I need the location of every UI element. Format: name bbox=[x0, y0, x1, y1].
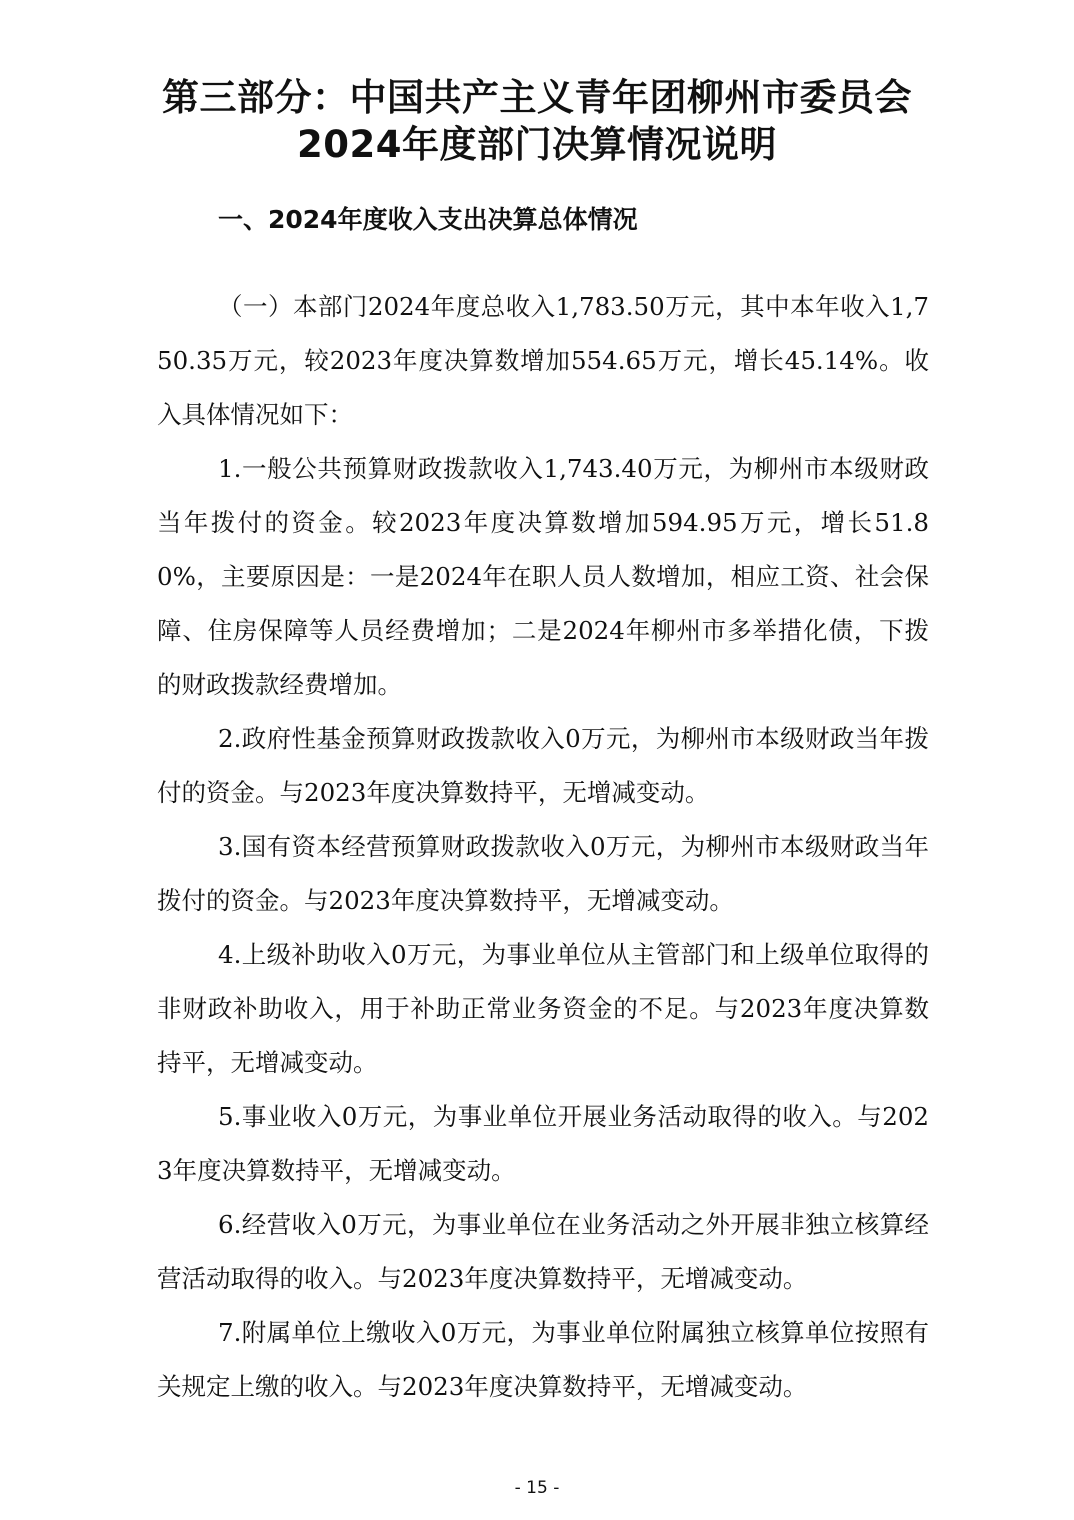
paragraph-total-income: （一）本部门2024年度总收入1,783.50万元，其中本年收入1,750.35万元，较2023年度决算数增加554.65万元，增长45.14%。收入具体情况如下： bbox=[157, 292, 929, 429]
paragraph-general-budget-income: 1.一般公共预算财政拨款收入1,743.40万元，为柳州市本级财政当年拨付的资金。较2023年度决算数增加594.95万元，增长51.80%，主要原因是：一是2024年在职人员人数增加，相应工资、社会保障、住房保障等人员经费增加；二是2024年柳州市多举措化债，下拨的财政拨款经费增加。 bbox=[157, 454, 929, 699]
document-body bbox=[157, 280, 929, 1414]
section-heading: 一、2024年度收入支出决算总体情况 bbox=[218, 205, 638, 234]
paragraph-business-income: 5.事业收入0万元，为事业单位开展业务活动取得的收入。与2023年度决算数持平，无增减变动。 bbox=[157, 1102, 929, 1185]
paragraph-government-fund-income: 2.政府性基金预算财政拨款收入0万元，为柳州市本级财政当年拨付的资金。与2023年度决算数持平，无增减变动。 bbox=[157, 724, 929, 807]
paragraph-superior-subsidy-income: 4.上级补助收入0万元，为事业单位从主管部门和上级单位取得的非财政补助收入，用于补助正常业务资金的不足。与2023年度决算数持平，无增减变动。 bbox=[157, 940, 929, 1077]
paragraph-state-capital-income: 3.国有资本经营预算财政拨款收入0万元，为柳州市本级财政当年拨付的资金。与2023年度决算数持平，无增减变动。 bbox=[157, 832, 929, 915]
page-number: - 15 - bbox=[514, 1478, 560, 1498]
document-title: 第三部分：中国共产主义青年团柳州市委员会2024年度部门决算情况说明 bbox=[162, 76, 912, 166]
paragraph-operating-income: 6.经营收入0万元，为事业单位在业务活动之外开展非独立核算经营活动取得的收入。与2023年度决算数持平，无增减变动。 bbox=[157, 1210, 929, 1293]
paragraph-affiliated-unit-income: 7.附属单位上缴收入0万元，为事业单位附属独立核算单位按照有关规定上缴的收入。与2023年度决算数持平，无增减变动。 bbox=[157, 1318, 929, 1401]
